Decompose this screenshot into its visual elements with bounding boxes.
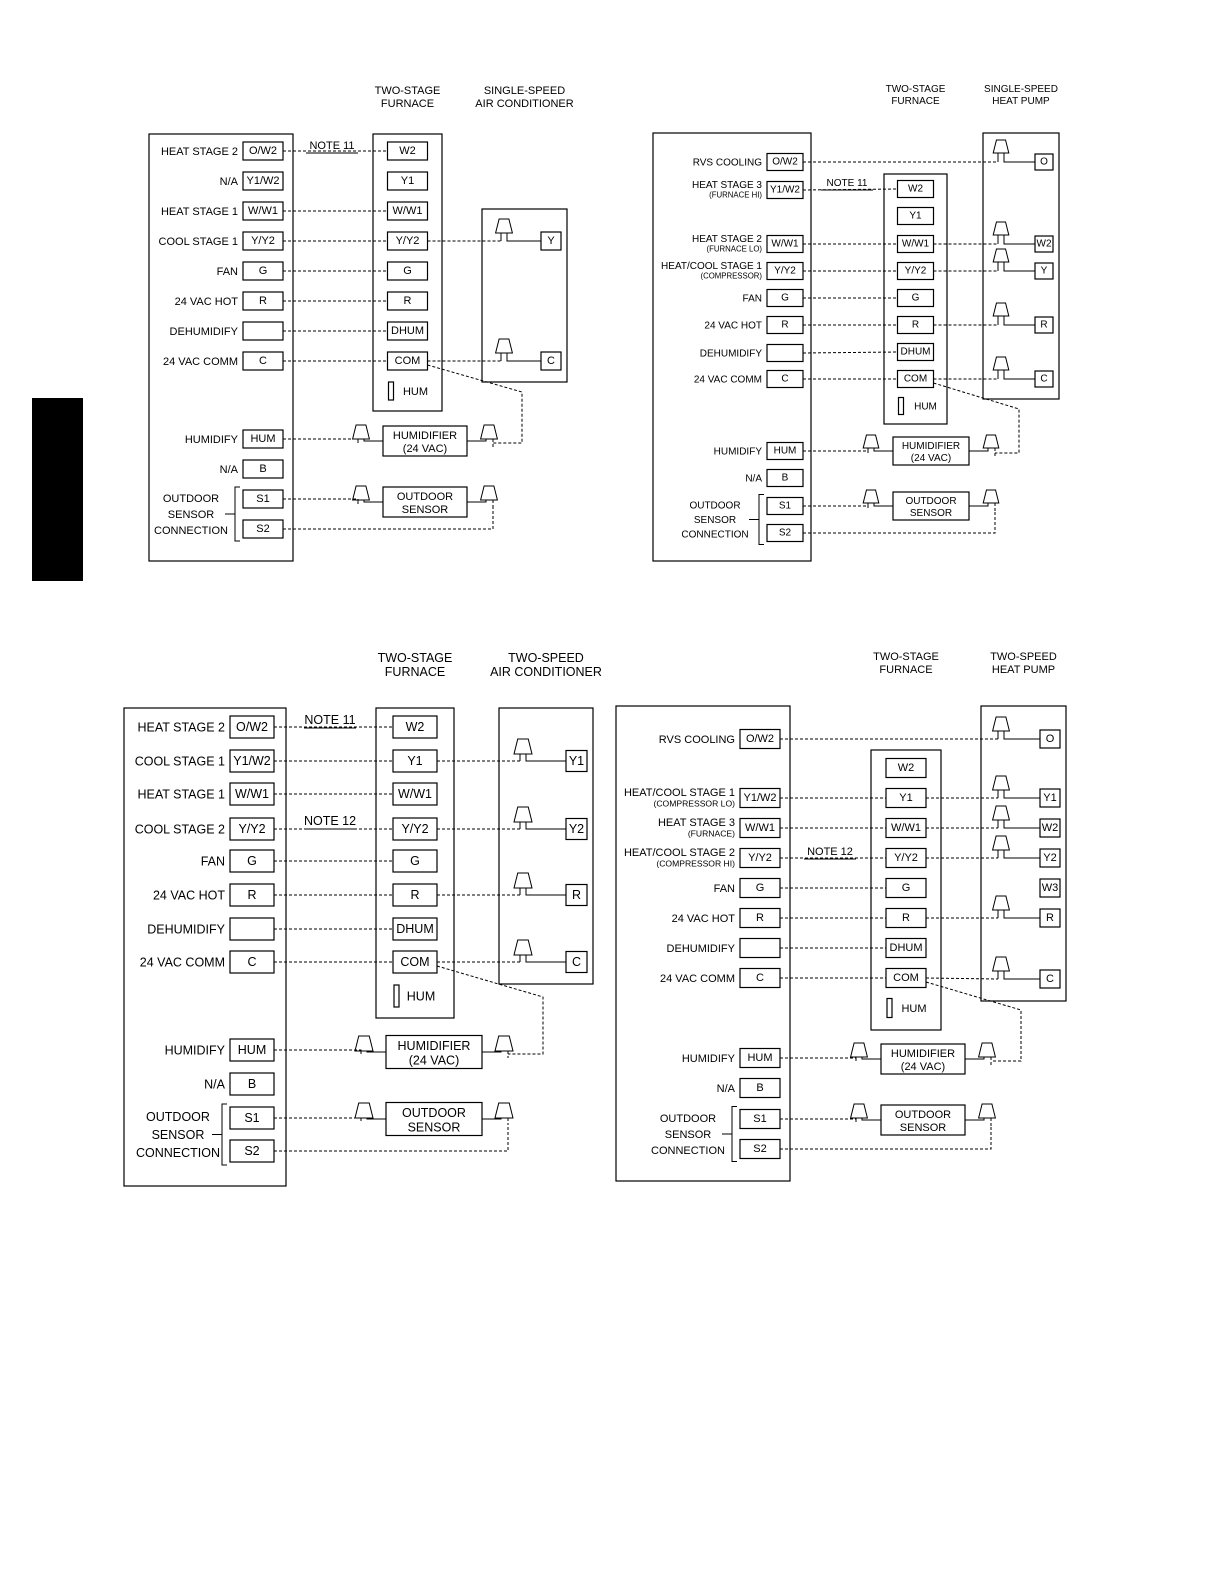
thermostat-terminal-label: R (247, 888, 257, 902)
hum-terminal (887, 999, 892, 1018)
furnace-terminal-label: G (911, 292, 920, 304)
thermostat-row-label: FAN (216, 265, 238, 278)
thermostat-row-label: 24 VAC COMM (693, 374, 762, 386)
connector-icon (993, 896, 1010, 910)
furnace-terminal-label: W2 (405, 720, 425, 734)
connector-wire (526, 955, 566, 962)
furnace-terminal-label: G (410, 854, 420, 868)
humidifier-label-line1: HUMIDIFIER (890, 1048, 956, 1060)
diagram-d3 (124, 651, 602, 1186)
thermostat-row-label: COOL STAGE 1 (158, 235, 238, 248)
note-label: NOTE 11 (826, 178, 868, 189)
s2-wire (780, 1126, 991, 1149)
furnace-terminal-label: R (403, 295, 412, 307)
connector-icon (496, 219, 513, 233)
connector-icon (983, 490, 999, 503)
thermostat-terminal-label: B (259, 463, 267, 475)
thermostat-row-label: FAN (742, 293, 762, 305)
outdoor-terminal-label: Y (1040, 265, 1048, 277)
thermostat-terminal-label: W/W1 (248, 205, 278, 217)
connector-icon (495, 1103, 513, 1118)
thermostat-row-label: HEAT STAGE 2 (137, 720, 225, 735)
sensor-label-line3: CONNECTION (154, 524, 228, 537)
furnace-header-line2: FURNACE (879, 664, 933, 676)
connector-icon (863, 435, 879, 448)
outdoor_sensor-label-line2: SENSOR (909, 508, 953, 519)
diagram-d1 (149, 85, 574, 561)
sensor-label-line2: SENSOR (167, 508, 215, 521)
furnace-terminal-label: G (901, 882, 911, 894)
hum-terminal (394, 985, 399, 1007)
outdoor_sensor-label-line1: OUTDOOR (905, 496, 957, 507)
thermostat-row-label: HEAT STAGE 2 (691, 234, 762, 245)
sensor-label-line1: OUTDOOR (659, 1112, 717, 1125)
thermostat-row-sublabel: (FURNACE HI) (709, 190, 762, 200)
thermostat-terminal-label: B (247, 1077, 257, 1091)
hum-terminal (389, 382, 394, 400)
connector-icon (514, 873, 532, 888)
thermostat-row-label: DEHUMIDIFY (699, 348, 762, 360)
outdoor-terminal-label: Y1 (1043, 792, 1057, 804)
thermostat-row-label: FAN (200, 854, 225, 869)
thermostat-row-label: HUMIDIFY (681, 1052, 735, 1065)
thermostat-row-label: HEAT/COOL STAGE 2 (623, 847, 735, 859)
sensor-label-line1: OUTDOOR (689, 500, 741, 512)
thermostat-terminal-label: C (247, 955, 257, 969)
hum-wire (803, 451, 868, 453)
connector-icon (983, 435, 999, 448)
connector-wire (1004, 731, 1040, 739)
connector-icon (993, 222, 1009, 235)
thermostat-terminal-label: Y1/W2 (743, 792, 777, 804)
sensor-bracket (235, 487, 240, 541)
thermostat-row-sublabel: (FURNACE LO) (706, 244, 762, 254)
furnace-terminal-label: Y1 (407, 754, 423, 768)
outdoor-terminal-label: C (571, 955, 582, 969)
furnace-header-line1: TWO-STAGE (377, 651, 453, 665)
s2-wire (283, 508, 493, 529)
connector-icon (355, 1036, 373, 1051)
furnace-terminal-label: Y/Y2 (894, 852, 918, 864)
thermostat-terminal-label: HUM (250, 433, 276, 445)
furnace-terminal-label: G (403, 265, 412, 277)
furnace-outdoor-wire (926, 978, 998, 979)
connector-icon (353, 425, 370, 439)
thermostat-row-label: DEHUMIDIFY (169, 325, 238, 338)
thermostat-row-label: HEAT STAGE 2 (160, 145, 238, 158)
connector-icon (863, 490, 879, 503)
thermostat-row-label: 24 VAC HOT (174, 295, 238, 308)
s2-wire (274, 1125, 508, 1151)
thermostat-row-label: HEAT/COOL STAGE 1 (623, 787, 735, 799)
thermostat-row-label: DEHUMIDIFY (147, 922, 225, 937)
hum-terminal-label: HUM (901, 1002, 927, 1015)
connector-wire (526, 822, 566, 829)
thermostat-row-label: HUMIDIFY (164, 1043, 225, 1058)
connector-icon (979, 1104, 996, 1118)
thermostat-row-label: HEAT STAGE 1 (137, 787, 225, 802)
connector-wire (526, 754, 566, 761)
hum-terminal (899, 398, 904, 415)
connector-icon (495, 1036, 513, 1051)
outdoor-header-line1: SINGLE-SPEED (984, 84, 1058, 95)
connector-wire (1004, 850, 1040, 858)
furnace-header-line2: FURNACE (384, 665, 446, 679)
thermostat-row-label: DEHUMIDIFY (666, 942, 735, 955)
furnace-terminal-label: Y/Y2 (904, 265, 927, 277)
furnace-terminal-label: W/W1 (392, 205, 423, 217)
thermostat-row-label: 24 VAC HOT (152, 888, 225, 903)
thermostat-terminal-label: C (259, 355, 267, 367)
thermostat-terminal (740, 939, 780, 958)
connector-wire (1004, 235, 1035, 244)
furnace-header-line1: TWO-STAGE (374, 85, 441, 97)
outdoor-terminal-label: Y2 (1043, 852, 1057, 864)
thermostat-row-label: HEAT STAGE 1 (160, 205, 238, 218)
connector-wire (507, 353, 541, 361)
thermostat-row-label: HEAT STAGE 3 (691, 180, 762, 191)
furnace-terminal-label: R (902, 912, 910, 924)
furnace-header-line1: TWO-STAGE (873, 651, 939, 663)
outdoor-terminal-label: O (1045, 733, 1055, 745)
thermostat-terminal-label: O/W2 (236, 720, 268, 734)
thermostat-terminal-label: B (781, 472, 789, 484)
connector-icon (355, 1103, 373, 1118)
diagram-d4 (616, 651, 1066, 1181)
s1-wire (803, 506, 868, 508)
outdoor-terminal-label: Y1 (568, 754, 585, 768)
connector-icon (993, 806, 1010, 820)
thermostat-terminal-label: W/W1 (771, 238, 799, 250)
sensor-bracket (732, 1107, 737, 1162)
outdoor-header-line2: HEAT PUMP (991, 664, 1056, 676)
connector-wire (1004, 153, 1035, 162)
outdoor-unit-panel (983, 133, 1059, 399)
thermostat-terminal-label: Y/Y2 (774, 265, 796, 277)
thermostat-terminal-label: Y1/W2 (769, 184, 801, 196)
connector-icon (993, 717, 1010, 731)
thermostat-row-label: FAN (713, 882, 735, 895)
outdoor-unit-panel (499, 708, 593, 984)
connector-wire (1004, 910, 1040, 918)
humidifier-label-line1: HUMIDIFIER (397, 1039, 471, 1053)
connector-icon (993, 957, 1010, 971)
diagram-d2 (653, 84, 1059, 561)
thermostat-row-label: RVS COOLING (658, 733, 735, 746)
furnace-terminal-label: COM (903, 373, 928, 385)
hum-wire (274, 1050, 361, 1054)
furnace-terminal-label: Y1 (899, 792, 913, 804)
furnace-header-line2: FURNACE (891, 96, 940, 107)
sensor-bracket (222, 1104, 227, 1165)
outdoor_sensor-label-line2: SENSOR (407, 1120, 461, 1135)
thermostat-terminal-label: Y1/W2 (246, 175, 280, 187)
thermostat-row-sublabel: (FURNACE) (687, 828, 735, 839)
thermostat-furnace-wire (803, 352, 898, 353)
connector-wire (507, 233, 541, 241)
connector-icon (993, 140, 1009, 153)
s1-wire (283, 499, 358, 504)
sensor-label-line1: OUTDOOR (146, 1109, 210, 1124)
thermostat-terminal-label: R (781, 319, 789, 331)
thermostat-terminal-label: Y/Y2 (251, 235, 275, 247)
connector-icon (851, 1043, 868, 1057)
furnace-terminal-label: W/W1 (397, 787, 433, 801)
outdoor-terminal-label: C (1040, 373, 1048, 385)
sensor-label-line1: OUTDOOR (162, 492, 220, 505)
furnace-terminal-label: COM (893, 972, 919, 984)
thermostat-row-label: N/A (219, 175, 238, 188)
outdoor-terminal-label: O (1040, 156, 1048, 168)
furnace-terminal-label: DHUM (391, 325, 424, 337)
thermostat-terminal-label: G (258, 265, 268, 277)
furnace-terminal-label: R (410, 888, 420, 902)
outdoor-header-line2: AIR CONDITIONER (490, 665, 602, 679)
outdoor-terminal-label: C (547, 355, 555, 367)
connector-wire (1004, 790, 1040, 798)
connector-icon (993, 357, 1009, 370)
furnace-header-line2: FURNACE (380, 98, 435, 110)
note-label: NOTE 11 (309, 140, 355, 152)
connector-icon (353, 486, 370, 500)
thermostat-row-label: HUMIDIFY (184, 433, 238, 446)
thermostat-terminal-label: W/W1 (745, 822, 775, 834)
thermostat-row-label: 24 VAC COMM (660, 972, 735, 985)
outdoor_sensor-label-line1: OUTDOOR (402, 1106, 466, 1120)
thermostat-terminal (767, 345, 803, 362)
outdoor_sensor-label-line1: OUTDOOR (894, 1109, 952, 1121)
furnace-terminal-label: Y1 (400, 175, 415, 187)
thermostat-row-label: COOL STAGE 2 (134, 822, 225, 837)
thermostat-terminal-label: S1 (753, 1113, 767, 1125)
furnace-terminal-label: Y/Y2 (395, 235, 420, 247)
thermostat-row-label: 24 VAC COMM (163, 355, 238, 368)
sensor-label-line2: SENSOR (664, 1128, 712, 1141)
sensor-label-line2: SENSOR (151, 1127, 205, 1142)
note-label: NOTE 12 (807, 846, 853, 858)
sensor-label-line3: CONNECTION (651, 1144, 725, 1157)
furnace-terminal-label: DHUM (396, 922, 434, 936)
thermostat-terminal-label: HUM (237, 1043, 267, 1057)
connector-icon (993, 249, 1009, 262)
furnace-terminal-label: DHUM (900, 346, 931, 358)
thermostat-terminal-label: W/W1 (234, 787, 270, 801)
furnace-terminal-label: Y/Y2 (401, 822, 429, 836)
thermostat-row-label: COOL STAGE 1 (134, 754, 225, 769)
hum-terminal-label: HUM (406, 989, 436, 1004)
connector-icon (514, 940, 532, 955)
connector-icon (481, 486, 498, 500)
thermostat-row-sublabel: (COMPRESSOR LO) (653, 798, 735, 809)
humidifier-label-line2: (24 VAC) (408, 1053, 460, 1068)
connector-wire (526, 888, 566, 895)
outdoor-header-line1: SINGLE-SPEED (483, 85, 566, 97)
furnace-terminal-label: R (911, 319, 920, 331)
thermostat-row-label: RVS COOLING (692, 157, 762, 169)
thermostat-terminal-label: Y/Y2 (748, 852, 772, 864)
connector-wire (1004, 820, 1040, 828)
connector-icon (514, 739, 532, 754)
thermostat-row-label: N/A (745, 473, 762, 485)
note-label: NOTE 12 (303, 814, 357, 828)
furnace-terminal-label: W/W1 (901, 238, 930, 250)
connector-wire (1004, 971, 1040, 979)
thermostat-row-label: HUMIDIFY (713, 446, 762, 458)
thermostat-terminal-label: G (247, 854, 257, 868)
furnace-terminal-label: COM (394, 355, 421, 367)
thermostat-terminal-label: Y1/W2 (233, 754, 271, 768)
connector-icon (993, 836, 1010, 850)
sensor-label-line3: CONNECTION (135, 1146, 221, 1160)
thermostat-terminal-label: O/W2 (248, 145, 278, 157)
thermostat-row-label: 24 VAC COMM (139, 955, 225, 970)
thermostat-row-label: HEAT/COOL STAGE 1 (661, 261, 762, 272)
thermostat-terminal (230, 918, 274, 940)
thermostat-terminal-label: S2 (256, 523, 270, 535)
outdoor-terminal-label: W3 (1041, 882, 1059, 894)
furnace-terminal-label: W2 (897, 762, 915, 774)
s2-wire (803, 512, 995, 533)
outdoor_sensor-label-line2: SENSOR (401, 504, 449, 516)
connector-icon (496, 339, 513, 353)
connector-wire (1004, 262, 1035, 271)
thermostat-row-label: 24 VAC HOT (704, 320, 762, 332)
thermostat-row-label: N/A (219, 463, 238, 476)
connector-icon (481, 425, 498, 439)
connector-icon (993, 776, 1010, 790)
thermostat-terminal-label: G (781, 292, 789, 304)
outdoor-terminal-label: R (571, 888, 582, 902)
humidifier-label-line1: HUMIDIFIER (901, 441, 961, 452)
outdoor-header-line1: TWO-SPEED (508, 651, 584, 665)
s1-wire (274, 1118, 361, 1121)
thermostat-terminal-label: O/W2 (772, 156, 798, 168)
furnace-terminal-label: W2 (399, 145, 416, 157)
s1-wire (780, 1119, 856, 1122)
thermostat-terminal-label: C (756, 972, 764, 984)
connector-icon (993, 303, 1009, 316)
outdoor-terminal-label: Y2 (568, 822, 585, 836)
hum-wire (283, 439, 358, 443)
note-label: NOTE 11 (304, 713, 356, 727)
thermostat-terminal (243, 322, 283, 340)
thermostat-row-sublabel: (COMPRESSOR HI) (656, 858, 735, 869)
thermostat-row-label: 24 VAC HOT (671, 912, 735, 925)
humidifier-label-line1: HUMIDIFIER (392, 430, 458, 442)
sensor-label-line3: CONNECTION (681, 529, 749, 541)
thermostat-row-sublabel: (COMPRESSOR) (700, 271, 762, 281)
thermostat-terminal-label: G (755, 882, 765, 894)
furnace-terminal-label: W/W1 (891, 822, 921, 834)
hum-terminal-label: HUM (914, 401, 937, 413)
outdoor-terminal-label: Y (547, 235, 555, 247)
thermostat-terminal-label: R (756, 912, 764, 924)
thermostat-terminal-label: R (259, 295, 267, 307)
connector-icon (979, 1043, 996, 1057)
thermostat-terminal-label: S2 (753, 1143, 767, 1155)
sensor-label-line2: SENSOR (693, 515, 737, 526)
thermostat-terminal-label: S1 (256, 493, 270, 505)
outdoor-terminal-label: C (1046, 973, 1054, 985)
hum-terminal-label: HUM (402, 385, 429, 398)
outdoor-header-line2: HEAT PUMP (992, 96, 1050, 107)
humidifier-label-line2: (24 VAC) (402, 443, 448, 455)
connector-wire (1004, 370, 1035, 379)
thermostat-row-label: N/A (716, 1082, 735, 1095)
furnace-terminal-label: COM (400, 955, 430, 969)
furnace-terminal-label: Y1 (909, 210, 922, 222)
furnace-terminal-label: W2 (908, 183, 923, 195)
connector-wire (1004, 316, 1035, 325)
sensor-bracket (759, 495, 764, 545)
thermostat-row-label: N/A (204, 1077, 225, 1092)
thermostat-terminal-label: B (756, 1082, 764, 1094)
thermostat-row-label: HEAT STAGE 3 (657, 817, 735, 829)
hum-wire (780, 1058, 856, 1061)
thermostat-terminal-label: S1 (244, 1111, 260, 1125)
connector-icon (514, 807, 532, 822)
thermostat-terminal-label: S2 (244, 1144, 260, 1158)
connector-icon (851, 1104, 868, 1118)
furnace-header-line1: TWO-STAGE (885, 84, 946, 95)
thermostat-terminal-label: C (781, 373, 789, 385)
outdoor-terminal-label: W2 (1036, 238, 1052, 250)
humidifier-label-line2: (24 VAC) (900, 1061, 946, 1073)
outdoor_sensor-label-line2: SENSOR (899, 1122, 947, 1134)
furnace-terminal-label: DHUM (889, 942, 923, 954)
outdoor-terminal-label: R (1046, 912, 1054, 924)
outdoor_sensor-label-line1: OUTDOOR (396, 491, 454, 503)
humidifier-label-line2: (24 VAC) (910, 453, 952, 464)
thermostat-terminal-label: O/W2 (745, 733, 775, 745)
thermostat-terminal-label: Y/Y2 (238, 822, 266, 836)
thermostat-terminal-label: S1 (778, 500, 792, 512)
thermostat-terminal-label: S2 (778, 527, 792, 539)
thermostat-terminal-label: HUM (773, 445, 797, 457)
outdoor-header-line2: AIR CONDITIONER (475, 98, 574, 110)
outdoor-header-line1: TWO-SPEED (990, 651, 1057, 663)
outdoor-terminal-label: R (1040, 319, 1048, 331)
outdoor-terminal-label: W2 (1041, 822, 1059, 834)
thermostat-terminal-label: HUM (747, 1052, 773, 1064)
